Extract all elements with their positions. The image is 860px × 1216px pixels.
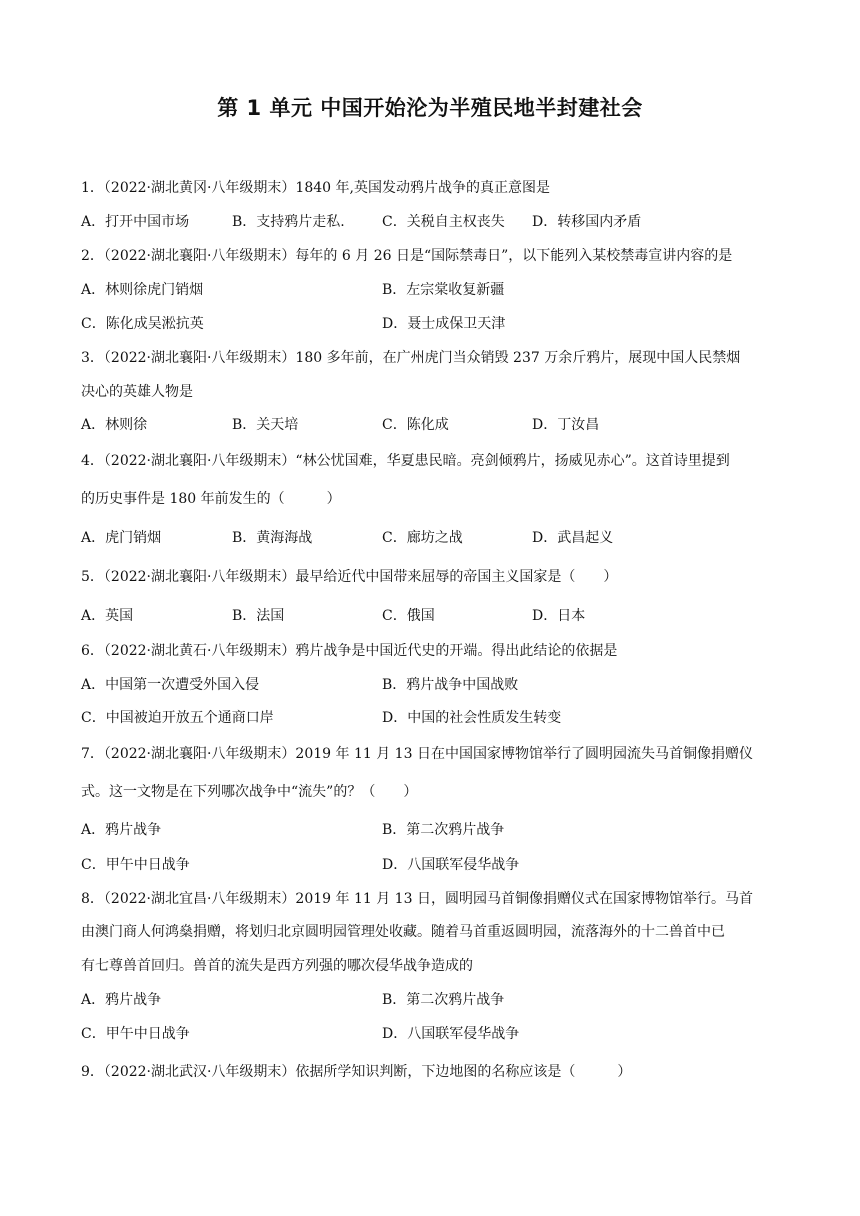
option-c: C．甲午中日战争 (81, 1026, 190, 1042)
option-a: A．英国 (81, 608, 134, 624)
option-b: B．鸦片战争中国战败 (382, 677, 519, 693)
option-b: B．黄海海战 (232, 530, 313, 546)
option-d: D．转移国内矛盾 (532, 214, 642, 230)
option-d: D．中国的社会性质发生转变 (382, 710, 562, 726)
option-d: D．丁汝昌 (532, 417, 600, 433)
option-b: B．第二次鸦片战争 (382, 822, 505, 838)
option-c: C．俄国 (382, 608, 435, 624)
option-a: A．鸦片战争 (81, 822, 162, 838)
option-c: C．陈化成吴淞抗英 (81, 316, 204, 332)
option-c: C．关税自主权丧失 (382, 214, 505, 230)
option-c: C．陈化成 (382, 417, 449, 433)
option-c: C．廊坊之战 (382, 530, 463, 546)
question-text: 1．（2022·湖北黄冈·八年级期末）1840 年,英国发动鸦片战争的真正意图是 (81, 180, 550, 196)
question-text-cont: 决心的英雄人物是 (81, 384, 193, 400)
question-text: 4．（2022·湖北襄阳·八年级期末）“林公忧国难，华夏患民暗。亮剑倾鸦片，扬威见赤心”。这首诗里提到 (81, 453, 730, 469)
page-title: 第 1 单元 中国开始沦为半殖民地半封建社会 (217, 96, 643, 120)
option-b: B．左宗棠收复新疆 (382, 282, 505, 298)
question-text: 6．（2022·湖北黄石·八年级期末）鸦片战争是中国近代史的开端。得出此结论的依据是 (81, 643, 618, 659)
question-text: 9．（2022·湖北武汉·八年级期末）依据所学知识判断，下边地图的名称应该是（ ） (81, 1064, 632, 1080)
option-a: A．林则徐虎门销烟 (81, 282, 204, 298)
question-text: 5．（2022·湖北襄阳·八年级期末）最早给近代中国带来屈辱的帝国主义国家是（ ） (81, 569, 618, 585)
option-a: A．鸦片战争 (81, 992, 162, 1008)
option-b: B．关天培 (232, 417, 299, 433)
option-c: C．中国被迫开放五个通商口岸 (81, 710, 274, 726)
option-b: B．支持鸦片走私. (232, 214, 345, 230)
question-text: 2．（2022·湖北襄阳·八年级期末）每年的 6 月 26 日是“国际禁毒日”，以下能列入某校禁毒宣讲内容的是 (81, 248, 733, 264)
question-text: 3．（2022·湖北襄阳·八年级期末）180 多年前，在广州虎门当众销毁 237 万余斤鸦片，展现中国人民禁烟 (81, 350, 741, 366)
option-b: B．第二次鸦片战争 (382, 992, 505, 1008)
question-text-cont: 的历史事件是 180 年前发生的（ ） (81, 491, 341, 507)
option-b: B．法国 (232, 608, 285, 624)
question-text-cont: 式。这一文物是在下列哪次战争中“流失”的？（ ） (81, 784, 418, 800)
option-a: A．打开中国市场 (81, 214, 190, 230)
option-d: D．八国联军侵华战争 (382, 1026, 520, 1042)
question-text: 7．（2022·湖北襄阳·八年级期末）2019 年 11 月 13 日在中国国家博物馆举行了圆明园流失马首铜像捐赠仪 (81, 746, 753, 762)
option-a: A．中国第一次遭受外国入侵 (81, 677, 260, 693)
option-d: D．八国联军侵华战争 (382, 857, 520, 873)
option-a: A．林则徐 (81, 417, 148, 433)
question-text: 8．（2022·湖北宜昌·八年级期末）2019 年 11 月 13 日，圆明园马首铜像捐赠仪式在国家博物馆举行。马首 (81, 891, 753, 907)
option-d: D．聂士成保卫天津 (382, 316, 506, 332)
option-c: C．甲午中日战争 (81, 857, 190, 873)
option-a: A．虎门销烟 (81, 530, 162, 546)
option-d: D．武昌起义 (532, 530, 614, 546)
option-d: D．日本 (532, 608, 586, 624)
question-text-cont: 有七尊兽首回归。兽首的流失是西方列强的哪次侵华战争造成的 (81, 958, 473, 974)
question-text-cont: 由澳门商人何鸿燊捐赠，将划归北京圆明园管理处收藏。随着马首重返圆明园，流落海外的十二兽首中已 (81, 924, 725, 940)
